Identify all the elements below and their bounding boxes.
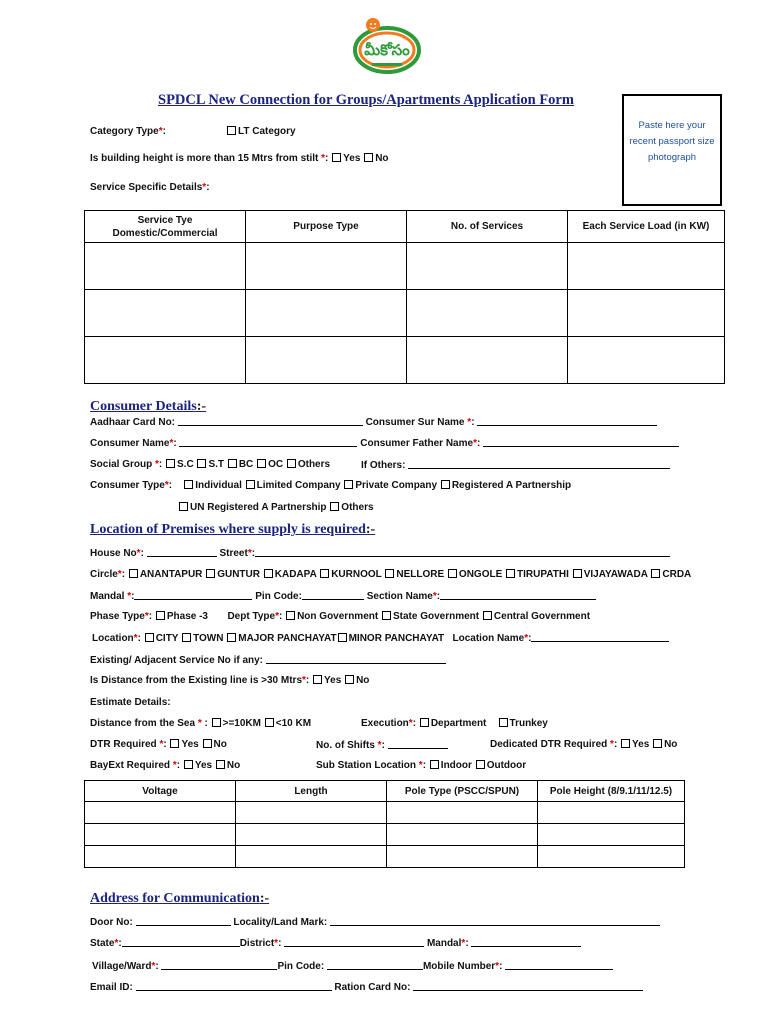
mandal-row: Mandal *: Pin Code: Section Name*: [90,590,596,603]
substation-row: Sub Station Location *: Indoor Outdoor [316,760,527,771]
state-row: State*: District*: Mandal*: [90,937,581,950]
table-row [85,337,725,384]
ration-field[interactable] [413,981,643,991]
address-pin-field[interactable] [327,960,423,970]
shifts-row: No. of Shifts *: [316,739,448,752]
dedicated-dtr-row: Dedicated DTR Required *: Yes No [490,739,678,750]
pole-table [84,780,685,868]
table-row [85,824,685,846]
location-heading: Location of Premises where supply is required:- [90,522,376,537]
col-purpose-type: Purpose Type [246,211,407,243]
shifts-field[interactable] [388,739,448,749]
table-row [85,290,725,337]
street-field[interactable] [255,547,670,557]
col-no-of-services: No. of Services [407,211,568,243]
sur-name-field[interactable] [477,416,657,426]
location-row: Location*: CITY TOWN MAJOR PANCHAYAT MINOR PANCHAYAT Location Name*: [92,632,669,645]
house-no-field[interactable] [147,547,217,557]
table-row [85,802,685,824]
consumer-name-row: Consumer Name*: Consumer Father Name*: [90,437,679,450]
location-name-field[interactable] [531,632,669,642]
address-mandal-field[interactable] [471,937,581,947]
execution-row: Execution*: Department Trunkey [361,718,548,729]
village-row: Village/Ward*: Pin Code: Mobile Number*: [92,960,613,973]
mandal-field[interactable] [134,590,252,600]
form-title: SPDCL New Connection for Groups/Apartments Application Form [158,92,574,108]
category-row: Category Type*: [90,126,166,137]
photo-box[interactable]: Paste here your recent passport size photograph [622,94,722,206]
village-field[interactable] [161,960,277,970]
col-length: Length [236,781,387,802]
checkbox[interactable] [227,126,236,135]
consumer-details-heading: Consumer Details:- [90,399,207,414]
estimate-label: Estimate Details: [90,697,171,708]
dtr-row: DTR Required *: Yes No [90,739,227,750]
section-name-field[interactable] [440,590,596,600]
lt-category-option[interactable]: LT Category [226,126,296,138]
house-no-row: House No*: Street*: [90,547,670,560]
state-field[interactable] [122,937,240,947]
email-row: Email ID: Ration Card No: [90,981,643,994]
col-pole-height: Pole Height (8/9.1/11/12.5) [538,781,685,802]
aadhaar-row: Aadhaar Card No: Consumer Sur Name *: [90,416,657,429]
existing-service-row: Existing/ Adjacent Service No if any: [90,654,446,667]
email-field[interactable] [136,981,332,991]
checkbox-no[interactable] [364,153,373,162]
consumer-type-row-2: UN Registered A Partnership Others [178,502,374,514]
consumer-name-field[interactable] [179,437,357,447]
district-field[interactable] [284,937,424,947]
table-row [85,846,685,868]
aadhaar-field[interactable] [178,416,363,426]
if-others-field[interactable] [408,459,670,469]
logo [352,16,422,76]
father-name-field[interactable] [483,437,679,447]
mobile-field[interactable] [505,960,613,970]
door-no-field[interactable] [136,916,231,926]
social-group-row: Social Group *: S.C S.T BC OC Others [90,459,331,470]
if-others-row: If Others: [361,459,670,472]
pin-code-field[interactable] [302,590,364,600]
col-voltage: Voltage [85,781,236,802]
building-height-row: Is building height is more than 15 Mtrs from stilt *: Yes No [90,153,389,164]
existing-service-field[interactable] [266,654,446,664]
checkbox-yes[interactable] [332,153,341,162]
col-pole-type: Pole Type (PSCC/SPUN) [387,781,538,802]
distance-existing-row: Is Distance from the Existing line is >30 Mtrs*: Yes No [90,675,370,686]
service-table [84,210,725,384]
service-specific-label: Service Specific Details*: [90,182,210,193]
locality-field[interactable] [330,916,660,926]
phase-row: Phase Type*: Phase -3 Dept Type*: Non Government State Government Central Government [90,611,591,622]
bayext-row: BayExt Required *: Yes No [90,760,241,771]
category-label: Category Type [90,126,159,137]
address-heading: Address for Communication:- [90,891,270,906]
consumer-type-row: Consumer Type*: Individual Limited Company Private Company Registered A Partnership [90,480,572,491]
table-row [85,243,725,290]
svg-text:మీకోసం: మీకోసం [364,41,410,59]
circle-row: Circle*: ANANTAPUR GUNTUR KADAPA KURNOOL NELLORE ONGOLE TIRUPATHI VIJAYAWADA CRDA [90,569,692,580]
door-no-row: Door No: Locality/Land Mark: [90,916,660,929]
distance-sea-row: Distance from the Sea * : >=10KM <10 KM [90,718,312,729]
col-service-type: Service Tye Domestic/Commercial [85,211,246,243]
col-service-load: Each Service Load (in KW) [568,211,725,243]
